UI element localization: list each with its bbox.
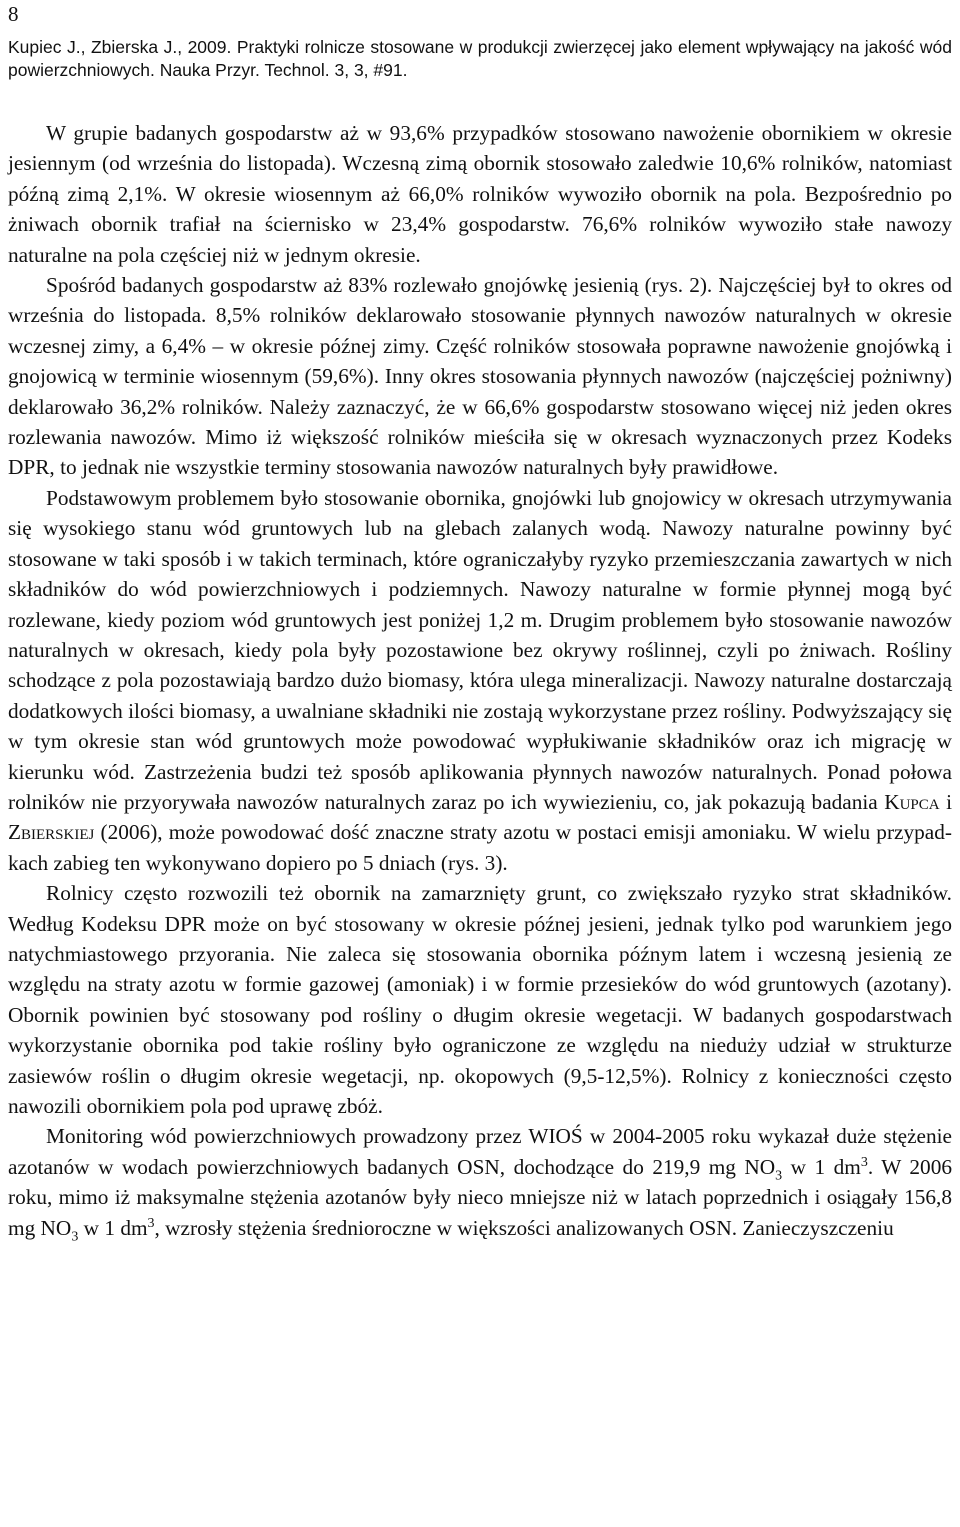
paragraph-4: Rolnicy często rozwozili też obornik na zamarznięty grunt, co zwiększało ryzyko strat składników. Według Kodeksu DPR może on być stosowany w okresie późnej jesieni, jednak tylko pod warunkiem jego natychmiastowego przyorania. Nie zaleca się stosowania obornika późnym latem i wczesną jesienią ze względu na straty azotu w formie gazowej (amoniak) i w formie przesieków do wód gruntowych (azotany). Obornik powinien być stosowany pod rośliny o długim okresie wegetacji. W badanych gospodarstwach wykorzystanie obornika pod takie rośliny było ograniczone ze względu na nieduży udział w strukturze zasiewów roślin o długim okresie wegetacji, np. okopowych (9,5-12,5%). Rolnicy z konieczności często nawozili obornikiem pola pod uprawę zbóż.	[8, 881, 952, 1118]
paragraph-5-text-c: . W 2006 roku, mimo iż maksymalne stężenia azotanów były nieco mniejsze niż w latach poprzednich i osiągały 156,8 mg NO	[8, 1154, 952, 1240]
superscript-3: 3	[860, 1154, 868, 1170]
superscript-3: 3	[147, 1215, 155, 1231]
paragraph-5-text-d: w 1 dm	[78, 1215, 148, 1240]
paragraph-1: W grupie badanych gospodarstw aż w 93,6% przypadków stosowano nawożenie obornikiem w okresie jesiennym (od września do listopada). Wczesną zimą obornik stosowało zaledwie 10,6% rolników, natomiast późną zimą 2,1%. W okresie wiosennym aż 66,0% rolników wywoziło obornik na pola. Bezpośrednio po żniwach obornik trafiał na ściernisko w 23,4% gospodarstw. 76,6% rolników wywoziło stałe nawozy naturalne na pola częściej niż w jednym okresie.	[8, 121, 952, 267]
subscript-3: 3	[775, 1168, 783, 1184]
author-zbierskiej: Zbierskiej	[8, 820, 95, 845]
subscript-3: 3	[71, 1228, 79, 1244]
citation-header: Kupiec J., Zbierska J., 2009. Praktyki rolnicze stosowane w produkcji zwierzęcej jako element wpływający na jakość wód powierzchniowych. Nauka Przyr. Technol. 3, 3, #91.	[8, 37, 952, 80]
paragraph-5-text-e: , wzrosły stężenia średnioroczne w większości analizowanych OSN. Zanieczyszczeniu	[154, 1215, 894, 1240]
paragraph-2: Spośród badanych gospodarstw aż 83% rozlewało gnojówkę jesienią (rys. 2). Najczęściej był to okres od września do listopada. 8,5% rolników deklarowało stosowanie płynnych nawozów naturalnych w okresie wczesnej zimy, a 6,4% – w okresie późnej zimy. Część rolników stosowała poprawne nawożenie gnojówką i gnojowicą w terminie wiosennym (59,6%). Inny okres stosowania płynnych nawozów (najczęściej pożniwny) deklarowało 36,2% rolników. Należy zaznaczyć, że w 66,6% gospodarstw stosowano więcej niż jeden okres rozlewania nawozów. Mimo iż większość rolników mieściła się w okresach wyznaczonych przez Kodeks DPR, to jednak nie wszystkie terminy stosowania nawozów naturalnych były prawidłowe.	[8, 273, 952, 480]
paragraph-3-text-a: Podstawowym problemem było stosowanie obornika, gnojówki lub gnojowicy w okresach utrzymywania się wysokiego stanu wód gruntowych lub na glebach zalanych wodą. Nawozy naturalne powinny być stosowane w taki sposób i w takich terminach, które ograniczałyby ryzyko przemieszczania zawartych w nich składników do wód powierzchniowych i podziemnych. Nawozy naturalne w formie płynnej mogą być rozlewane, kiedy poziom wód gruntowych jest poniżej 1,2 m. Drugim problemem było stosowanie nawozów naturalnych w okresach, kiedy pola były pozostawione bez okrywy roślinnej, czyli po żniwach. Rośliny schodzące z pola pozostawiają bardzo dużo biomasy, która ulega mineralizacji. Nawozy naturalne dostarczają dodatkowych ilości biomasy, a uwalniane składniki nie zostają wykorzystane przez rośliny. Podwyższający się w tym okresie stan wód gruntowych może powodować wypłukiwanie składników oraz ich migrację w kierunku wód. Zastrzeżenia budzi też sposób aplikowania płynnych nawozów naturalnych. Ponad połowa rolników nie przyorywała nawozów naturalnych zaraz po ich wywiezieniu, co, jak pokazują badania	[8, 485, 952, 814]
paragraph-5-text-a: Monitoring wód powierzchniowych prowadzony przez WIOŚ w 2004-2005 roku wykazał duże stężenie azotanów w wodach powierzchniowych badanych OSN, dochodzące do 219,9 mg NO	[8, 1124, 952, 1179]
paragraph-3-text-b: (2006), może powodować dość znaczne straty azotu w postaci emisji amoniaku. W wielu przypadkach zabieg ten wykonywano dopiero po 5 dniach (rys. 3).	[8, 820, 952, 875]
paragraph-3-text-mid: i	[939, 789, 952, 814]
page-number: 8	[8, 2, 19, 26]
paragraph-5	[8, 1121, 952, 1243]
paragraph-5-text-b: w 1 dm	[782, 1154, 861, 1179]
paragraph-3	[8, 483, 952, 878]
body-text	[8, 118, 952, 1243]
author-kupca: Kupca	[884, 789, 940, 814]
